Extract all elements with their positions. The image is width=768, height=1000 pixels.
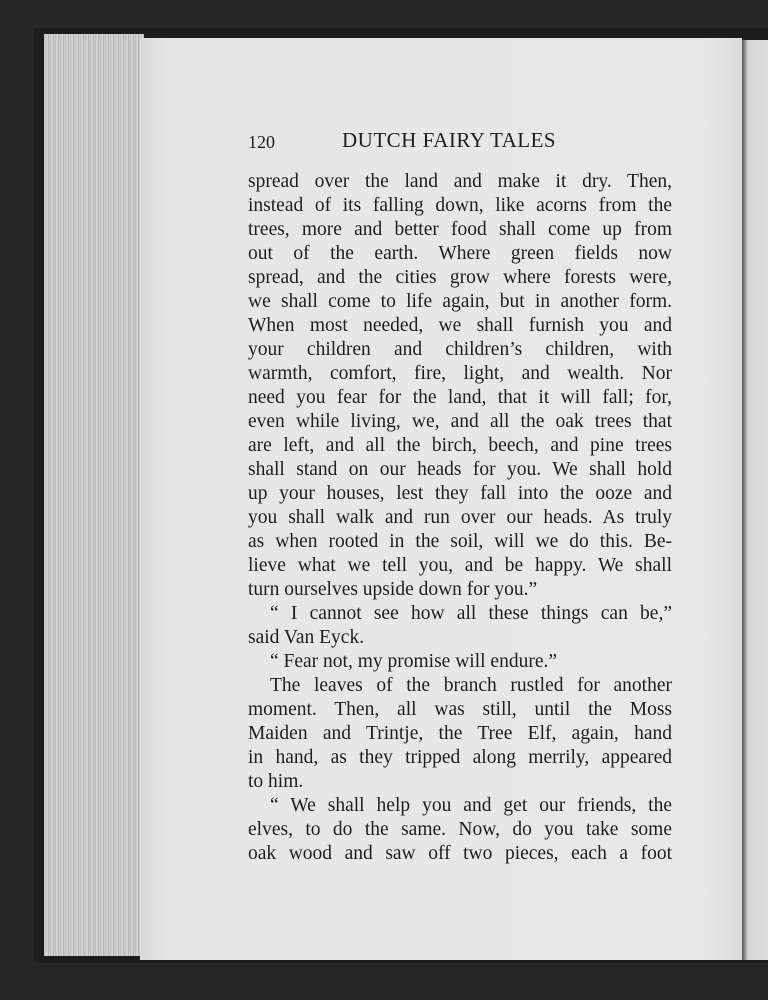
text-line: The leaves of the branch rustled for another [270,675,672,696]
text-line: spread, and the cities grow where forests were, [248,267,672,288]
text-line: warmth, comfort, fire, light, and wealth. Nor [248,363,672,384]
text-line: moment. Then, all was still, until the Moss [248,699,672,720]
page-number: 120 [248,132,275,152]
text-line: you shall walk and run over our heads. As truly [248,507,672,528]
text-line: as when rooted in the soil, will we do this. Be- [248,531,672,552]
text-line: lieve what we tell you, and be happy. We shall [248,555,672,576]
text-line: shall stand on our heads for you. We shall hold [248,459,672,480]
text-line: trees, more and better food shall come up from [248,219,672,240]
text-line: out of the earth. Where green fields now [248,243,672,264]
text-line: spread over the land and make it dry. Then, [248,171,672,192]
body-text [248,170,672,866]
page-edges [44,34,144,956]
text-line: need you fear for the land, that it will fall; for, [248,387,672,408]
text-line: “ I cannot see how all these things can be,” [270,603,672,624]
text-line: oak wood and saw off two pieces, each a foot [248,843,672,864]
text-line: up your houses, lest they fall into the ooze and [248,483,672,504]
text-line: said Van Eyck. [248,627,365,648]
text-line: are left, and all the birch, beech, and pine trees [248,435,672,456]
facing-page-edge [742,40,768,960]
text-line: instead of its falling down, like acorns from the [248,195,672,216]
text-line: “ Fear not, my promise will endure.” [270,651,558,672]
text-line: turn ourselves upside down for you.” [248,579,538,600]
text-line: to him. [248,771,304,792]
text-line: “ We shall help you and get our friends, the [270,795,672,816]
text-line: When most needed, we shall furnish you and [248,315,672,336]
page-header [248,128,672,158]
text-line: we shall come to life again, but in another form. [248,291,672,312]
text-line: in hand, as they tripped along merrily, appeared [248,747,672,768]
text-line: even while living, we, and all the oak trees that [248,411,672,432]
text-line: your children and children’s children, with [248,339,672,360]
text-line: Maiden and Trintje, the Tree Elf, again, hand [248,723,672,744]
text-line: elves, to do the same. Now, do you take some [248,819,672,840]
running-title: DUTCH FAIRY TALES [342,128,557,152]
